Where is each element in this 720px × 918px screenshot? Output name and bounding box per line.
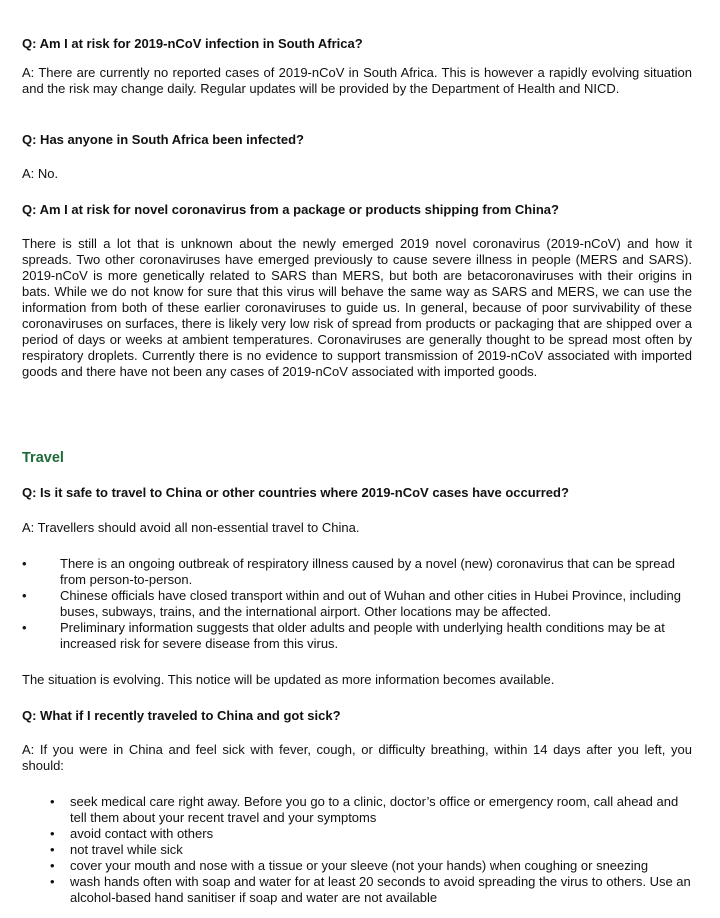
question-infected: Q: Has anyone in South Africa been infected? <box>22 132 304 147</box>
list-item: • Chinese officials have closed transport within and out of Wuhan and other cities in Hubei Province, including buses, subways, trains, and the international airport. Other locations may be affected. <box>22 588 681 619</box>
situation-note: The situation is evolving. This notice will be updated as more information becomes available. <box>22 672 555 687</box>
bullet-icon: • <box>22 620 27 635</box>
answer-sa-risk: A: There are currently no reported cases of 2019-nCoV in South Africa. This is however a rapidly evolving situation and the risk may change daily. Regular updates will be provided by the Department of Health and NICD. <box>22 65 692 96</box>
bullet-icon: • <box>22 556 27 571</box>
answer-sick-after-travel: A: If you were in China and feel sick with fever, cough, or difficulty breathing, within 14 days after you left, you should: <box>22 742 692 773</box>
list-item: • seek medical care right away. Before you go to a clinic, doctor’s office or emergency room, call ahead and tell them about your recent travel and your symptoms <box>50 794 679 825</box>
bullet-icon: • <box>50 858 55 873</box>
sick-advice-list <box>50 794 695 906</box>
answer-travel-safety: A: Travellers should avoid all non-essential travel to China. <box>22 520 360 535</box>
bullet-icon: • <box>50 794 55 809</box>
list-item: • Preliminary information suggests that older adults and people with underlying health conditions may be at increased risk for severe disease from this virus. <box>22 620 665 651</box>
section-heading-travel: Travel <box>22 450 64 466</box>
list-item: • avoid contact with others <box>50 826 214 841</box>
answer-infected: A: No. <box>22 166 59 181</box>
bullet-icon: • <box>50 842 55 857</box>
question-package-risk: Q: Am I at risk for novel coronavirus from a package or products shipping from China? <box>22 202 559 217</box>
question-travel-safety: Q: Is it safe to travel to China or other countries where 2019-nCoV cases have occurred? <box>22 485 569 500</box>
list-item: • There is an ongoing outbreak of respiratory illness caused by a novel (new) coronavirus that can be spread from person-to-person. <box>22 556 675 587</box>
bullet-icon: • <box>50 874 55 889</box>
bullet-icon: • <box>22 588 27 603</box>
question-sick-after-travel: Q: What if I recently traveled to China and got sick? <box>22 708 341 723</box>
question-sa-risk: Q: Am I at risk for 2019-nCoV infection in South Africa? <box>22 36 363 51</box>
answer-package-risk: There is still a lot that is unknown about the newly emerged 2019 novel coronavirus (2019-nCoV) and how it spreads. Two other coronaviruses have emerged previously to cause severe illness in people (MERS and SARS). 2019-nCoV is more genetically related to SARS than MERS, but both are betacoronaviruses with their origins in bats. While we do not know for sure that this virus will behave the same way as SARS and MERS, we can use the information from both of these earlier coronaviruses to guide us. In general, because of poor survivability of these coronaviruses on surfaces, there is likely very low risk of spread from products or packaging that are shipped over a period of days or weeks at ambient temperatures. Coronaviruses are generally thought to be spread most often by respiratory droplets. Currently there is no evidence to support transmission of 2019-nCoV associated with imported goods and there have not been any cases of 2019-nCoV associated with imported goods. <box>22 236 692 379</box>
travel-bullet-list <box>22 556 692 652</box>
list-item: • cover your mouth and nose with a tissue or your sleeve (not your hands) when coughing or sneezing <box>50 858 649 873</box>
list-item: • wash hands often with soap and water for at least 20 seconds to avoid spreading the virus to others. Use an alcohol-based hand sanitiser if soap and water are not available <box>50 874 691 905</box>
list-item: • not travel while sick <box>50 842 183 857</box>
bullet-icon: • <box>50 826 55 841</box>
